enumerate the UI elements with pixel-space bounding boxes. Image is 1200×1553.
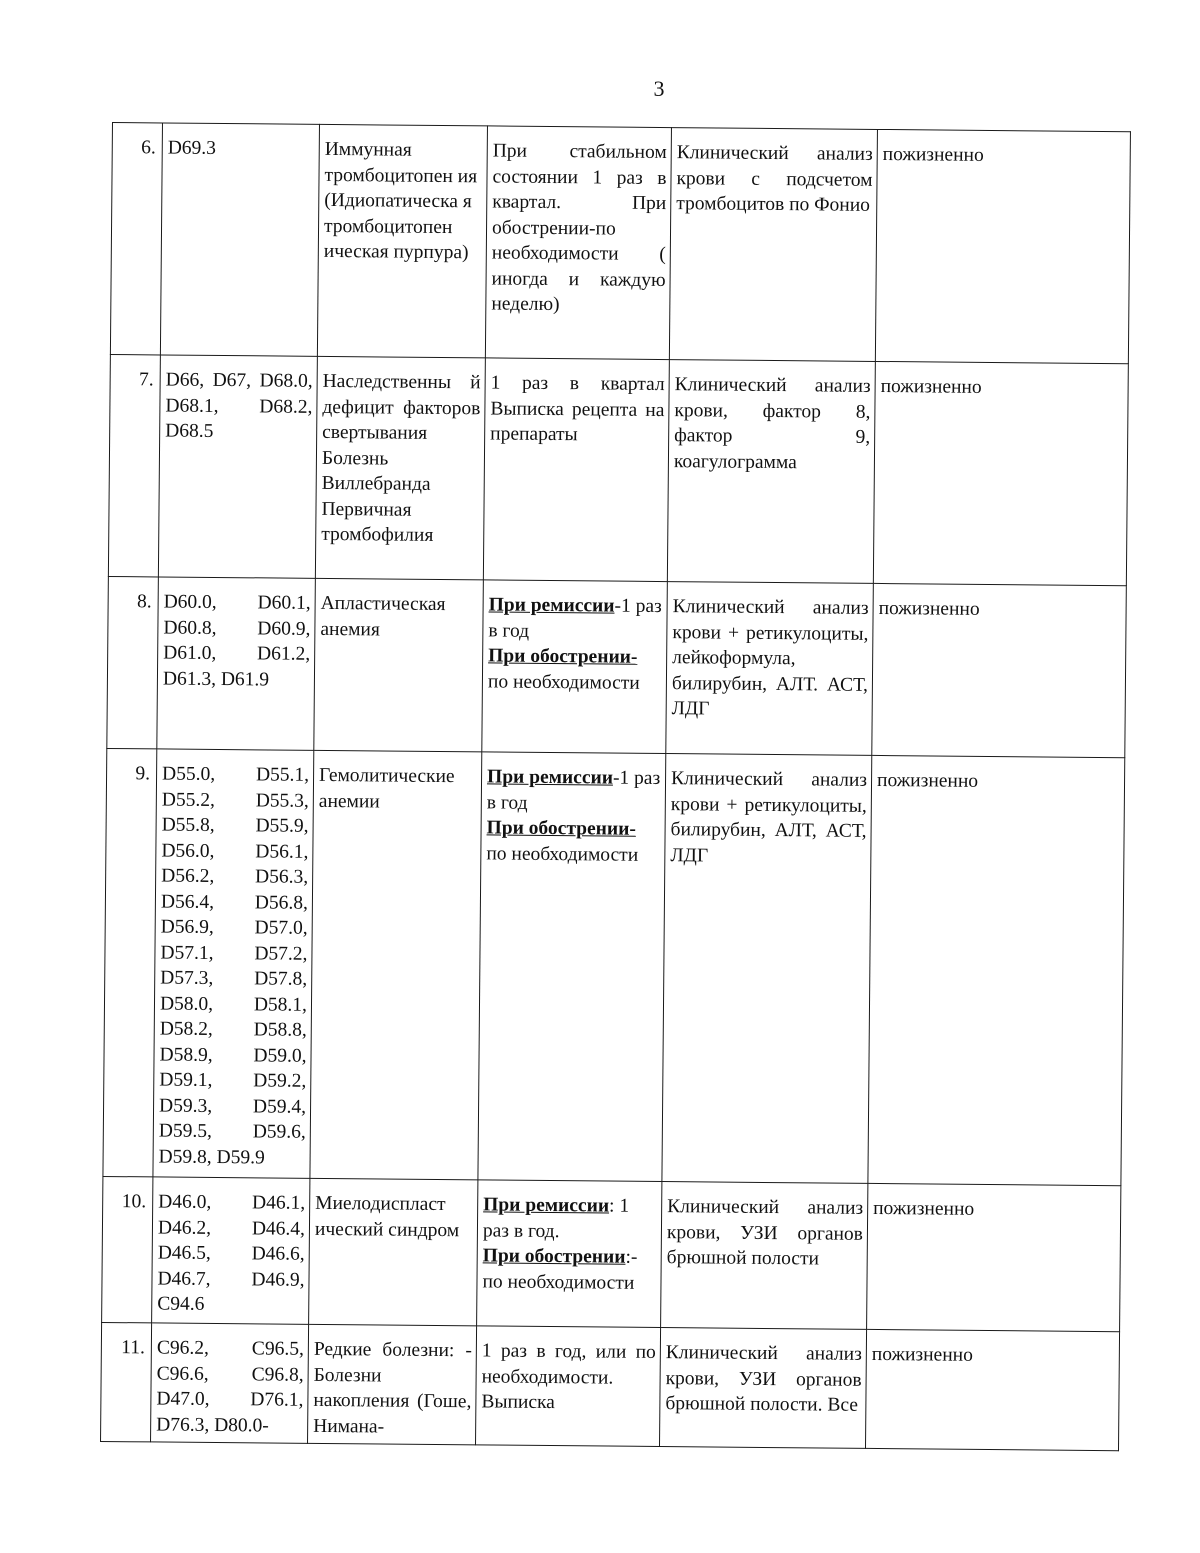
table-row xyxy=(108,354,1128,585)
disease-name: Редкие болезни: - Болезни накопления (Гоше, Нимана- xyxy=(308,1324,477,1445)
lab-tests: Клинический анализ крови, фактор 8, фактор 9, коагулограмма xyxy=(667,360,875,584)
exacerbation-label: При обострении- xyxy=(488,645,638,668)
table-row xyxy=(101,1322,1120,1450)
icd-codes: D69.3 xyxy=(160,123,319,356)
lab-tests: Клинический анализ крови, УЗИ органов брюшной полости. Все xyxy=(660,1328,867,1449)
exacerbation-text: по необходимости xyxy=(486,842,639,866)
lab-tests: Клинический анализ крови + ретикулоциты, билирубин, АЛТ, АСТ, ЛДГ xyxy=(662,754,872,1184)
disease-name: Наследственны й дефицит факторов свертывания Болезнь Виллебранда Первичная тромбофилия xyxy=(315,356,485,580)
disease-name: Миелодиспласт ический синдром xyxy=(309,1178,478,1326)
table-row xyxy=(107,576,1127,757)
visit-frequency xyxy=(478,752,666,1182)
visit-frequency: 1 раз в год, или по необходимости. Выписка xyxy=(476,1326,661,1447)
lab-tests: Клинический анализ крови + ретикулоциты, лейкоформула, билирубин, АЛТ. АСТ, ЛДГ xyxy=(666,582,874,756)
exacerbation-text: :- по необходимости xyxy=(482,1246,638,1294)
row-number: 9. xyxy=(103,748,157,1176)
table-row xyxy=(102,1176,1121,1331)
table-row xyxy=(103,748,1125,1185)
visit-frequency xyxy=(482,580,668,754)
icd-codes: C96.2, C96.5, C96.6, C96.8, D47.0, D76.1, D76.3, D80.0- xyxy=(151,1323,309,1443)
disease-name: Гемолитические анемии xyxy=(310,750,482,1180)
disease-name: Апластическая анемия xyxy=(314,578,484,752)
lab-tests: Клинический анализ крови, УЗИ органов брюшной полости xyxy=(661,1182,868,1330)
exacerbation-label: При обострении xyxy=(482,1245,626,1268)
icd-codes: D60.0, D60.1, D60.8, D60.9, D61.0, D61.2, D61.3, D61.9 xyxy=(157,577,316,750)
visit-frequency: При стабильном состоянии 1 раз в квартал. При обострении-по необходимости ( иногда и каждую неделю) xyxy=(485,126,671,360)
visit-frequency xyxy=(477,1180,662,1328)
duration: пожизненно xyxy=(868,755,1125,1185)
remission-text: : 1 раз в год. xyxy=(482,1195,630,1242)
duration: пожизненно xyxy=(875,129,1130,363)
remission-label: При ремиссии xyxy=(486,766,614,789)
icd-codes: D55.0, D55.1, D55.2, D55.3, D55.8, D55.9, D56.0, D56.1, D56.2, D56.3, D56.4, D56.8, D56.9, D57.0, D57.1, D57.2, D57.3, D57.8, D58.0, D58.1, D58.2, D58.8, D58.9, D59.0, D59.1, D59.2, D59.3, D59.4, D59.5, D59.6, D59.8, D59.9 xyxy=(153,749,314,1178)
remission-text: -1 раз в год xyxy=(486,767,661,814)
row-number: 7. xyxy=(108,354,160,576)
page-number: 3 xyxy=(653,76,665,101)
icd-codes: D66, D67, D68.0, D68.1, D68.2, D68.5 xyxy=(158,355,317,578)
remission-text: -1 раз в год xyxy=(488,595,662,642)
lab-tests: Клинический анализ крови с подсчетом тромбоцитов по Фонио xyxy=(669,128,877,362)
row-number: 10. xyxy=(102,1176,153,1322)
row-number: 11. xyxy=(101,1322,152,1441)
duration: пожизненно xyxy=(867,1183,1121,1331)
remission-label: При ремиссии xyxy=(488,594,615,617)
dispensary-table xyxy=(100,122,1131,1451)
table-row xyxy=(110,123,1130,364)
disease-name: Иммунная тромбоцитопен ия (Идиопатическа я тромбоцитопен ическая пурпура) xyxy=(317,124,487,358)
icd-codes: D46.0, D46.1, D46.2, D46.4, D46.5, D46.6, D46.7, D46.9, C94.6 xyxy=(152,1177,310,1324)
exacerbation-label: При обострении- xyxy=(486,817,636,840)
visit-frequency: 1 раз в квартал Выписка рецепта на препараты xyxy=(483,358,669,582)
exacerbation-text: по необходимости xyxy=(487,670,640,694)
row-number: 8. xyxy=(107,576,159,748)
duration: пожизненно xyxy=(872,583,1127,757)
row-number: 6. xyxy=(110,123,162,355)
remission-label: При ремиссии xyxy=(483,1194,610,1217)
duration: пожизненно xyxy=(873,361,1128,585)
duration: пожизненно xyxy=(865,1329,1119,1450)
